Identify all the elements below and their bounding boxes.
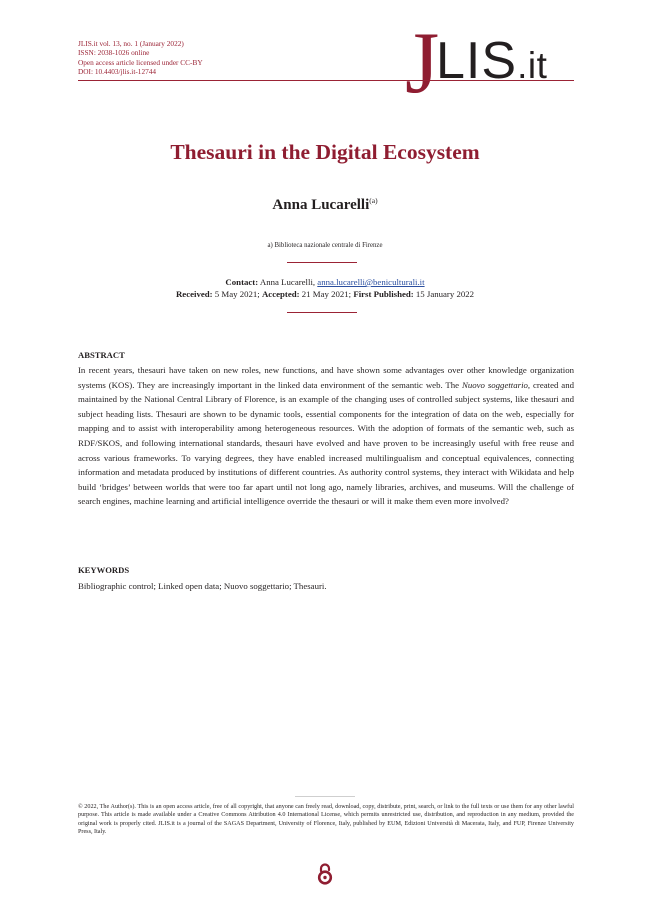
header-rule [78, 80, 574, 81]
keywords-heading: KEYWORDS [78, 565, 130, 575]
received-label: Received: [175, 289, 213, 299]
accepted-date: 21 May 2021; [299, 289, 354, 299]
separator-rule-bottom [287, 312, 357, 313]
affiliation: a) Biblioteca nazionale centrale di Firenze [267, 242, 383, 249]
first-published-label: First Published: [353, 289, 414, 299]
open-access-icon [316, 862, 334, 886]
contact-label: Contact: [225, 277, 259, 287]
journal-metadata [78, 39, 203, 76]
footer-rule [295, 796, 355, 797]
contact-line [0, 276, 650, 288]
author-affiliation-mark: (a) [369, 196, 378, 205]
author-line [0, 196, 650, 214]
author-name: Anna Lucarelli [272, 197, 370, 213]
contact-block [0, 276, 650, 300]
logo-suffix: .it [517, 45, 548, 86]
abstract-heading: ABSTRACT [78, 350, 125, 360]
accepted-label: Accepted: [261, 289, 300, 299]
logo-lis-text: LIS [436, 32, 518, 90]
abstract-part-2: , created and maintained by the National Central Library of Florence, is an example of the changing uses of controlled subject systems, like thesauri and subject heading lists. Thesauri are shown to be dynamic tools, essential components for the integration of data on the web, especially for mapping and to assist with interoperability among heterogeneous resources. With the adoption of formats of the semantic web, such as RDF/SKOS, and following international standards, thesauri have evolved and have proven to be increasingly useful with free reuse and across various frameworks. To varying degrees, they have enabled increased multilingualism and conceptual equivalences, connecting information and metadata produced by institutions of different countries. As authority control systems, they interact with Wikidata and help build ‘bridges’ between worlds that were too far apart until not long ago, namely libraries, archives, and museums. Will the challenge of search engines, machine learning and artificial intelligence override the thesauri or will it make them even more involved? [78, 379, 574, 507]
keywords-text: Bibliographic control; Linked open data; Nuovo soggettario; Thesauri. [78, 581, 327, 591]
abstract-italic-term: Nuovo soggettario [461, 379, 528, 390]
article-title: Thesauri in the Digital Ecosystem [170, 140, 480, 164]
contact-name: Anna Lucarelli, [258, 277, 318, 287]
first-published-date: 15 January 2022 [413, 289, 475, 299]
journal-issue: JLIS.it vol. 13, no. 1 (January 2022) [78, 39, 184, 48]
logo-j: J [405, 15, 440, 112]
license-text: © 2022, The Author(s). This is an open access article, free of all copyright, that anyone can freely read, download, copy, distribute, print, search, or link to the full texts or use them for any other lawful purpose. This article is made available under a Creative Commons Attribution 4.0 International License, which permits unrestricted use, distribution, and reproduction in any medium, provided the original work is properly cited. JLIS.it is a journal of the SAGAS Department, University of Florence, Italy, published by EUM, Edizioni Università di Macerata, Italy, and FUP, Firenze University Press, Italy. [78, 804, 574, 836]
received-date: 5 May 2021; [212, 289, 262, 299]
logo-lis [436, 31, 547, 96]
contact-email-link[interactable]: anna.lucarelli@beniculturali.it [317, 277, 425, 287]
separator-rule-top [287, 262, 357, 263]
journal-issn: ISSN: 2038-1026 online [78, 48, 150, 58]
abstract-part-1: In recent years, thesauri have taken on new roles, new functions, and have shown some advantages over other knowledge organization systems (KOS). They are increasingly important in the linked data environment of the semantic web. The [78, 365, 574, 390]
doi: DOI: 10.4403/jlis.it-12744 [78, 66, 157, 76]
abstract-text [78, 363, 574, 509]
dates-line [0, 288, 650, 300]
license-note: Open access article licensed under CC-BY [78, 57, 203, 67]
